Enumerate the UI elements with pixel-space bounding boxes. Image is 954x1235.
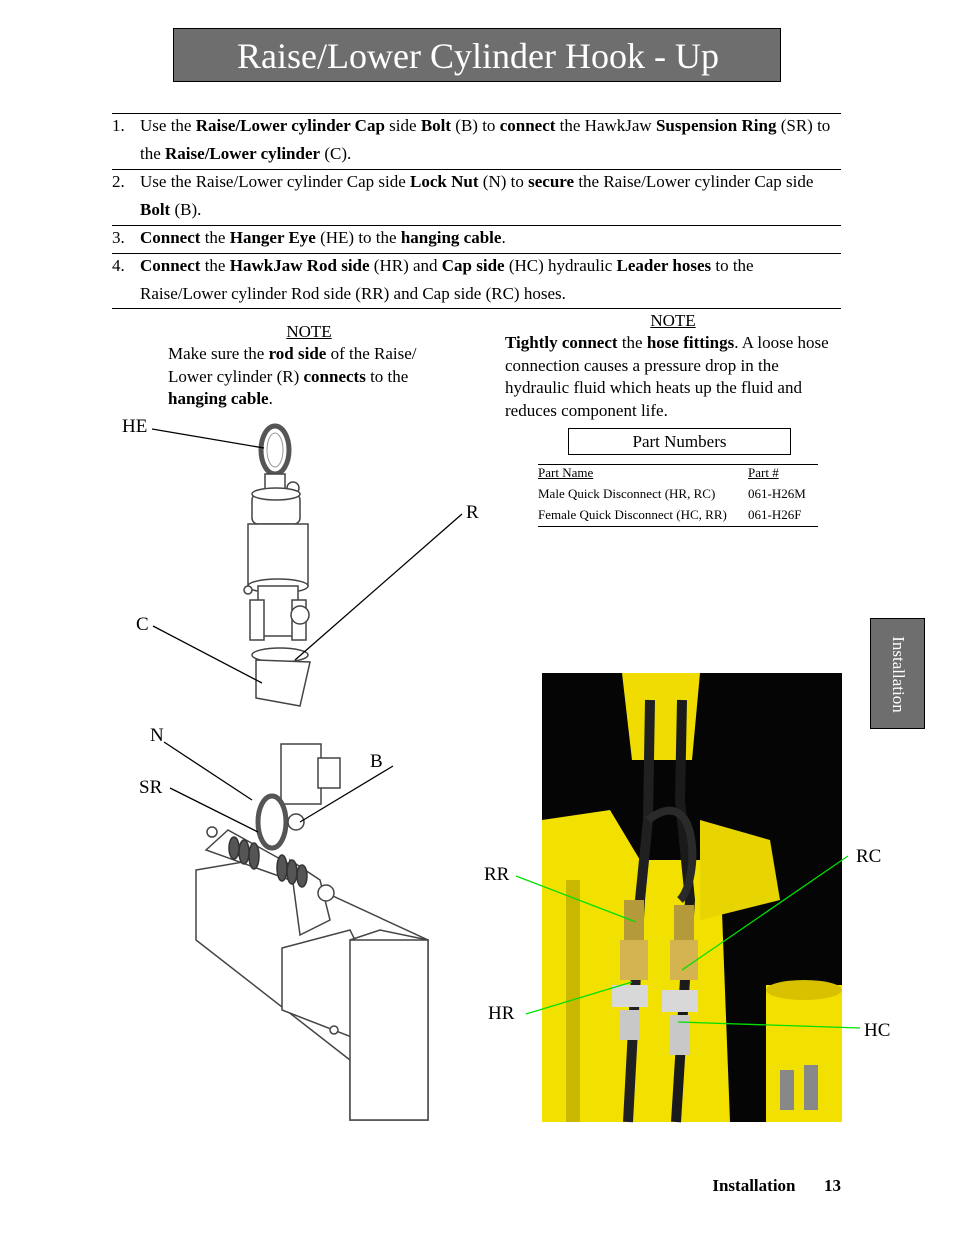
text-run: Use the Raise/Lower cylinder Cap side (140, 172, 411, 191)
table-cell: 061-H26M (748, 486, 806, 501)
section-tab-label: Installation (889, 636, 908, 713)
bold-text: Leader hoses (616, 256, 712, 275)
step-number: 2. (112, 172, 125, 191)
text-run: side (384, 116, 421, 135)
bold-text: Suspension Ring (655, 116, 777, 135)
step-number: 1. (112, 116, 125, 135)
note-right-heading: NOTE (650, 311, 696, 330)
text-run: Use the (140, 116, 196, 135)
text-run: (N) to (478, 172, 529, 191)
text-run: the HawkJaw (555, 116, 656, 135)
bold-text: HawkJaw Rod side (229, 256, 370, 275)
text-run: . (501, 228, 506, 247)
bold-text: connect (499, 116, 556, 135)
page-title: Raise/Lower Cylinder Hook - Up (237, 36, 719, 76)
bold-text: Raise/Lower cylinder (165, 144, 321, 163)
bold-text: Hanger Eye (229, 228, 316, 247)
bold-text: Connect (140, 228, 201, 247)
text-run: . A loose hose connection causes a pressure drop in the hydraulic fluid which heats up the fluid and reduces component life. (505, 333, 829, 420)
text-run: (HR) and (369, 256, 442, 275)
bold-text: rod side (268, 344, 327, 363)
bold-text: Lock Nut (410, 172, 479, 191)
callout-r: R (466, 502, 479, 523)
step-number: 3. (112, 228, 125, 247)
callout-n: N (150, 725, 164, 746)
hydraulic-hoses-photo (542, 673, 842, 1122)
text-run: Make sure the (168, 344, 269, 363)
step-number: 4. (112, 256, 125, 275)
text-run: the (200, 228, 230, 247)
callout-c: C (136, 614, 149, 635)
bold-text: hose fittings (646, 333, 735, 352)
note-left-heading: NOTE (286, 322, 332, 341)
callout-hr: HR (488, 1003, 515, 1024)
bold-text: Cap side (441, 256, 505, 275)
table-cell: Female Quick Disconnect (HC, RR) (538, 507, 727, 522)
bold-text: connects (303, 366, 366, 386)
callout-b: B (370, 751, 383, 772)
page-number: 13 (824, 1176, 841, 1195)
part-numbers-title: Part Numbers (568, 428, 791, 455)
bold-text: hanging cable (168, 389, 269, 408)
callout-hc: HC (864, 1020, 891, 1041)
callout-he: HE (122, 416, 148, 437)
text-run: . (268, 389, 273, 408)
text-run: (HE) to the (315, 228, 401, 247)
col-header-part-name: Part Name (538, 465, 594, 480)
bold-text: Bolt (140, 200, 171, 219)
footer-section: Installation (712, 1176, 796, 1195)
col-header-part-number: Part # (748, 465, 779, 480)
text-run: the Raise/Lower cylinder Cap side (574, 172, 814, 191)
bold-text: Tightly connect (505, 333, 618, 352)
text-run: (HC) hydraulic (504, 256, 617, 275)
text-run: to the Raise/Lower cylinder Rod side (RR) and Cap side (RC) hoses. (140, 256, 754, 303)
table-cell: 061-H26F (748, 507, 802, 522)
bold-text: Connect (140, 256, 201, 275)
callout-rr: RR (484, 864, 510, 885)
text-run: the (200, 256, 230, 275)
callout-sr: SR (139, 777, 163, 798)
text-run: (SR) to the (140, 116, 831, 163)
text-run: (B) to (451, 116, 500, 135)
cylinder-drawing (244, 426, 310, 706)
text-run: (B). (170, 200, 202, 219)
table-cell: Male Quick Disconnect (HR, RC) (538, 486, 716, 501)
bold-text: Raise/Lower cylinder Cap (195, 116, 385, 135)
bold-text: Bolt (420, 116, 452, 135)
callout-rc: RC (856, 846, 882, 867)
text-run: of the Raise/ Lower cylinder (R) (168, 344, 417, 386)
bracket-drawing (196, 744, 428, 1120)
text-run: (C). (320, 144, 352, 163)
text-run: to the (365, 366, 409, 386)
bold-text: secure (528, 172, 575, 191)
bold-text: hanging cable (400, 228, 502, 247)
text-run: the (617, 333, 647, 352)
